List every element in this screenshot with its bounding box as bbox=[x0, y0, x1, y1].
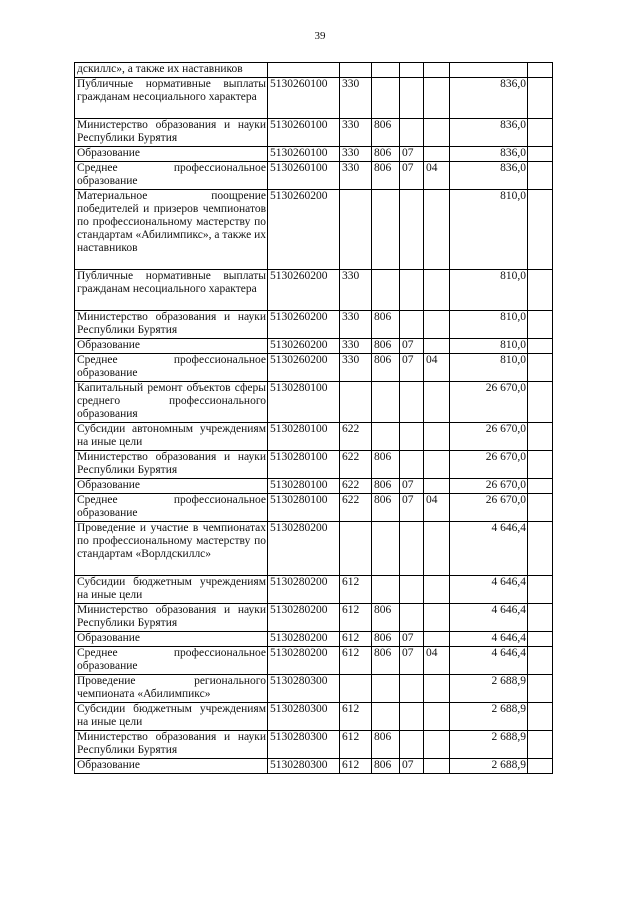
name-text: Среднее профессиональное образование bbox=[77, 354, 266, 379]
code-cell: 5130280100 bbox=[268, 382, 340, 423]
grbs-cell bbox=[372, 270, 400, 311]
table-row bbox=[75, 522, 553, 576]
code-cell: 5130280300 bbox=[268, 731, 340, 759]
grbs-cell bbox=[372, 576, 400, 604]
pr-cell bbox=[424, 382, 450, 423]
code-cell: 5130260100 bbox=[268, 147, 340, 162]
table-row bbox=[75, 479, 553, 494]
amount-cell: 4 646,4 bbox=[450, 522, 528, 576]
pr-cell bbox=[424, 78, 450, 119]
rz-cell bbox=[400, 270, 424, 311]
extra-cell bbox=[528, 522, 553, 576]
amount-cell: 2 688,9 bbox=[450, 675, 528, 703]
pr-cell bbox=[424, 675, 450, 703]
amount-cell: 810,0 bbox=[450, 311, 528, 339]
amount-cell: 26 670,0 bbox=[450, 451, 528, 479]
name-cell bbox=[75, 632, 268, 647]
pr-cell bbox=[424, 604, 450, 632]
kvr-cell: 330 bbox=[340, 78, 372, 119]
rz-cell bbox=[400, 731, 424, 759]
kvr-cell bbox=[340, 63, 372, 78]
kvr-cell bbox=[340, 382, 372, 423]
code-cell: 5130280100 bbox=[268, 494, 340, 522]
name-cell bbox=[75, 703, 268, 731]
extra-cell bbox=[528, 382, 553, 423]
code-cell: 5130260100 bbox=[268, 119, 340, 147]
table-row bbox=[75, 147, 553, 162]
rz-cell: 07 bbox=[400, 759, 424, 774]
kvr-cell: 330 bbox=[340, 270, 372, 311]
amount-cell: 2 688,9 bbox=[450, 731, 528, 759]
name-text: Министерство образования и науки Республики Бурятия bbox=[77, 311, 266, 336]
pr-cell bbox=[424, 451, 450, 479]
rz-cell bbox=[400, 63, 424, 78]
name-cell bbox=[75, 119, 268, 147]
amount-cell: 26 670,0 bbox=[450, 423, 528, 451]
pr-cell bbox=[424, 632, 450, 647]
extra-cell bbox=[528, 494, 553, 522]
kvr-cell: 330 bbox=[340, 162, 372, 190]
name-text: Субсидии бюджетным учреждениям на иные цели bbox=[77, 576, 266, 601]
name-cell bbox=[75, 311, 268, 339]
kvr-cell bbox=[340, 522, 372, 576]
amount-cell bbox=[450, 63, 528, 78]
pr-cell bbox=[424, 703, 450, 731]
extra-cell bbox=[528, 647, 553, 675]
pr-cell bbox=[424, 339, 450, 354]
extra-cell bbox=[528, 675, 553, 703]
kvr-cell: 330 bbox=[340, 147, 372, 162]
grbs-cell: 806 bbox=[372, 354, 400, 382]
budget-table bbox=[74, 62, 553, 774]
code-cell: 5130260200 bbox=[268, 354, 340, 382]
kvr-cell: 330 bbox=[340, 354, 372, 382]
pr-cell bbox=[424, 759, 450, 774]
rz-cell bbox=[400, 451, 424, 479]
amount-cell: 4 646,4 bbox=[450, 604, 528, 632]
name-text: Образование bbox=[77, 479, 141, 491]
extra-cell bbox=[528, 162, 553, 190]
name-text: Проведение регионального чемпионата «Абилимпикс» bbox=[77, 675, 266, 700]
rz-cell: 07 bbox=[400, 162, 424, 190]
kvr-cell: 330 bbox=[340, 119, 372, 147]
name-cell bbox=[75, 270, 268, 311]
name-cell bbox=[75, 522, 268, 576]
name-text: Субсидии бюджетным учреждениям на иные цели bbox=[77, 703, 266, 728]
grbs-cell: 806 bbox=[372, 311, 400, 339]
rz-cell bbox=[400, 522, 424, 576]
pr-cell bbox=[424, 311, 450, 339]
name-cell bbox=[75, 451, 268, 479]
pr-cell: 04 bbox=[424, 354, 450, 382]
table-row bbox=[75, 731, 553, 759]
pr-cell: 04 bbox=[424, 494, 450, 522]
code-cell: 5130280200 bbox=[268, 647, 340, 675]
code-cell: 5130280200 bbox=[268, 632, 340, 647]
amount-cell: 2 688,9 bbox=[450, 759, 528, 774]
rz-cell: 07 bbox=[400, 632, 424, 647]
amount-cell: 836,0 bbox=[450, 78, 528, 119]
rz-cell bbox=[400, 190, 424, 270]
kvr-cell: 622 bbox=[340, 494, 372, 522]
name-cell bbox=[75, 78, 268, 119]
grbs-cell: 806 bbox=[372, 479, 400, 494]
extra-cell bbox=[528, 63, 553, 78]
code-cell: 5130260100 bbox=[268, 162, 340, 190]
name-text: Проведение и участие в чемпионатах по профессиональному мастерству по стандартам «Ворлдскиллс» bbox=[77, 522, 266, 560]
table-row bbox=[75, 382, 553, 423]
grbs-cell: 806 bbox=[372, 119, 400, 147]
code-cell: 5130260200 bbox=[268, 190, 340, 270]
table-row bbox=[75, 703, 553, 731]
table-row bbox=[75, 270, 553, 311]
extra-cell bbox=[528, 759, 553, 774]
pr-cell bbox=[424, 147, 450, 162]
kvr-cell: 622 bbox=[340, 423, 372, 451]
name-text: Образование bbox=[77, 147, 141, 159]
code-cell: 5130260200 bbox=[268, 339, 340, 354]
code-cell: 5130280200 bbox=[268, 604, 340, 632]
rz-cell bbox=[400, 119, 424, 147]
name-cell bbox=[75, 147, 268, 162]
code-cell: 5130280300 bbox=[268, 675, 340, 703]
pr-cell: 04 bbox=[424, 647, 450, 675]
rz-cell: 07 bbox=[400, 647, 424, 675]
pr-cell bbox=[424, 731, 450, 759]
name-cell bbox=[75, 63, 268, 78]
extra-cell bbox=[528, 703, 553, 731]
pr-cell bbox=[424, 576, 450, 604]
grbs-cell bbox=[372, 703, 400, 731]
kvr-cell: 612 bbox=[340, 703, 372, 731]
rz-cell: 07 bbox=[400, 339, 424, 354]
grbs-cell: 806 bbox=[372, 604, 400, 632]
kvr-cell: 612 bbox=[340, 604, 372, 632]
table-row bbox=[75, 632, 553, 647]
name-cell bbox=[75, 190, 268, 270]
rz-cell bbox=[400, 576, 424, 604]
kvr-cell: 612 bbox=[340, 576, 372, 604]
extra-cell bbox=[528, 78, 553, 119]
pr-cell: 04 bbox=[424, 162, 450, 190]
code-cell: 5130280100 bbox=[268, 479, 340, 494]
grbs-cell: 806 bbox=[372, 147, 400, 162]
code-cell: 5130280100 bbox=[268, 423, 340, 451]
name-cell bbox=[75, 354, 268, 382]
table-row bbox=[75, 423, 553, 451]
name-cell bbox=[75, 423, 268, 451]
grbs-cell: 806 bbox=[372, 162, 400, 190]
amount-cell: 4 646,4 bbox=[450, 576, 528, 604]
kvr-cell: 622 bbox=[340, 451, 372, 479]
extra-cell bbox=[528, 604, 553, 632]
pr-cell bbox=[424, 522, 450, 576]
code-cell: 5130280300 bbox=[268, 759, 340, 774]
amount-cell: 2 688,9 bbox=[450, 703, 528, 731]
table-row bbox=[75, 675, 553, 703]
code-cell: 5130260200 bbox=[268, 311, 340, 339]
extra-cell bbox=[528, 451, 553, 479]
extra-cell bbox=[528, 354, 553, 382]
name-cell bbox=[75, 494, 268, 522]
table-row bbox=[75, 647, 553, 675]
table-row bbox=[75, 576, 553, 604]
code-cell: 5130280200 bbox=[268, 576, 340, 604]
kvr-cell: 612 bbox=[340, 731, 372, 759]
extra-cell bbox=[528, 190, 553, 270]
amount-cell: 26 670,0 bbox=[450, 494, 528, 522]
table-row bbox=[75, 759, 553, 774]
amount-cell: 4 646,4 bbox=[450, 647, 528, 675]
rz-cell bbox=[400, 382, 424, 423]
grbs-cell bbox=[372, 423, 400, 451]
table-row bbox=[75, 119, 553, 147]
grbs-cell bbox=[372, 675, 400, 703]
rz-cell bbox=[400, 604, 424, 632]
pr-cell bbox=[424, 423, 450, 451]
code-cell: 5130280200 bbox=[268, 522, 340, 576]
grbs-cell bbox=[372, 63, 400, 78]
kvr-cell: 622 bbox=[340, 479, 372, 494]
name-text: Среднее профессиональное образование bbox=[77, 162, 266, 187]
name-text: Среднее профессиональное образование bbox=[77, 647, 266, 672]
name-cell bbox=[75, 162, 268, 190]
table-row bbox=[75, 354, 553, 382]
extra-cell bbox=[528, 423, 553, 451]
pr-cell bbox=[424, 270, 450, 311]
name-text: Публичные нормативные выплаты гражданам несоциального характера bbox=[77, 270, 266, 295]
amount-cell: 810,0 bbox=[450, 339, 528, 354]
name-cell bbox=[75, 339, 268, 354]
grbs-cell bbox=[372, 78, 400, 119]
rz-cell bbox=[400, 703, 424, 731]
extra-cell bbox=[528, 479, 553, 494]
extra-cell bbox=[528, 731, 553, 759]
pr-cell bbox=[424, 190, 450, 270]
table-row bbox=[75, 604, 553, 632]
grbs-cell bbox=[372, 522, 400, 576]
grbs-cell: 806 bbox=[372, 494, 400, 522]
extra-cell bbox=[528, 632, 553, 647]
grbs-cell: 806 bbox=[372, 647, 400, 675]
grbs-cell: 806 bbox=[372, 731, 400, 759]
name-text: Образование bbox=[77, 339, 141, 351]
grbs-cell bbox=[372, 382, 400, 423]
code-cell: 5130280300 bbox=[268, 703, 340, 731]
pr-cell bbox=[424, 119, 450, 147]
extra-cell bbox=[528, 339, 553, 354]
grbs-cell: 806 bbox=[372, 451, 400, 479]
extra-cell bbox=[528, 147, 553, 162]
table-row bbox=[75, 63, 553, 78]
name-cell bbox=[75, 731, 268, 759]
table-row bbox=[75, 162, 553, 190]
amount-cell: 26 670,0 bbox=[450, 479, 528, 494]
amount-cell: 4 646,4 bbox=[450, 632, 528, 647]
amount-cell: 836,0 bbox=[450, 147, 528, 162]
name-cell bbox=[75, 604, 268, 632]
name-cell bbox=[75, 675, 268, 703]
kvr-cell bbox=[340, 675, 372, 703]
name-text: Министерство образования и науки Республики Бурятия bbox=[77, 604, 266, 629]
amount-cell: 810,0 bbox=[450, 270, 528, 311]
rz-cell bbox=[400, 311, 424, 339]
kvr-cell: 612 bbox=[340, 632, 372, 647]
name-text: Образование bbox=[77, 759, 141, 771]
rz-cell: 07 bbox=[400, 354, 424, 382]
kvr-cell: 330 bbox=[340, 311, 372, 339]
extra-cell bbox=[528, 311, 553, 339]
table-row bbox=[75, 311, 553, 339]
grbs-cell: 806 bbox=[372, 759, 400, 774]
name-cell bbox=[75, 759, 268, 774]
kvr-cell bbox=[340, 190, 372, 270]
kvr-cell: 330 bbox=[340, 339, 372, 354]
name-text: Капитальный ремонт объектов сферы среднего профессионального образования bbox=[77, 382, 266, 420]
amount-cell: 836,0 bbox=[450, 119, 528, 147]
table-row bbox=[75, 190, 553, 270]
grbs-cell: 806 bbox=[372, 632, 400, 647]
name-text: дскиллс», а также их наставников bbox=[77, 63, 243, 75]
extra-cell bbox=[528, 576, 553, 604]
name-text: Субсидии автономным учреждениям на иные цели bbox=[77, 423, 266, 448]
extra-cell bbox=[528, 270, 553, 311]
name-text: Министерство образования и науки Республики Бурятия bbox=[77, 451, 266, 476]
name-text: Материальное поощрение победителей и призеров чемпионатов по профессиональному мастерству по стандартам «Абилимпикс», а также их наставников bbox=[77, 190, 266, 254]
amount-cell: 836,0 bbox=[450, 162, 528, 190]
name-cell bbox=[75, 382, 268, 423]
name-cell bbox=[75, 576, 268, 604]
table-row bbox=[75, 339, 553, 354]
pr-cell bbox=[424, 63, 450, 78]
name-text: Публичные нормативные выплаты гражданам несоциального характера bbox=[77, 78, 266, 103]
table-row bbox=[75, 451, 553, 479]
code-cell: 5130260100 bbox=[268, 78, 340, 119]
grbs-cell: 806 bbox=[372, 339, 400, 354]
name-text: Министерство образования и науки Республики Бурятия bbox=[77, 119, 266, 144]
rz-cell: 07 bbox=[400, 494, 424, 522]
code-cell: 5130260200 bbox=[268, 270, 340, 311]
kvr-cell: 612 bbox=[340, 759, 372, 774]
rz-cell bbox=[400, 675, 424, 703]
code-cell: 5130280100 bbox=[268, 451, 340, 479]
rz-cell bbox=[400, 423, 424, 451]
page-number: 39 bbox=[314, 30, 326, 42]
extra-cell bbox=[528, 119, 553, 147]
amount-cell: 810,0 bbox=[450, 190, 528, 270]
rz-cell: 07 bbox=[400, 479, 424, 494]
rz-cell: 07 bbox=[400, 147, 424, 162]
pr-cell bbox=[424, 479, 450, 494]
amount-cell: 810,0 bbox=[450, 354, 528, 382]
name-text: Министерство образования и науки Республики Бурятия bbox=[77, 731, 266, 756]
name-text: Среднее профессиональное образование bbox=[77, 494, 266, 519]
table-row bbox=[75, 494, 553, 522]
name-text: Образование bbox=[77, 632, 141, 644]
table-row bbox=[75, 78, 553, 119]
name-cell bbox=[75, 479, 268, 494]
kvr-cell: 612 bbox=[340, 647, 372, 675]
grbs-cell bbox=[372, 190, 400, 270]
name-cell bbox=[75, 647, 268, 675]
rz-cell bbox=[400, 78, 424, 119]
amount-cell: 26 670,0 bbox=[450, 382, 528, 423]
code-cell bbox=[268, 63, 340, 78]
